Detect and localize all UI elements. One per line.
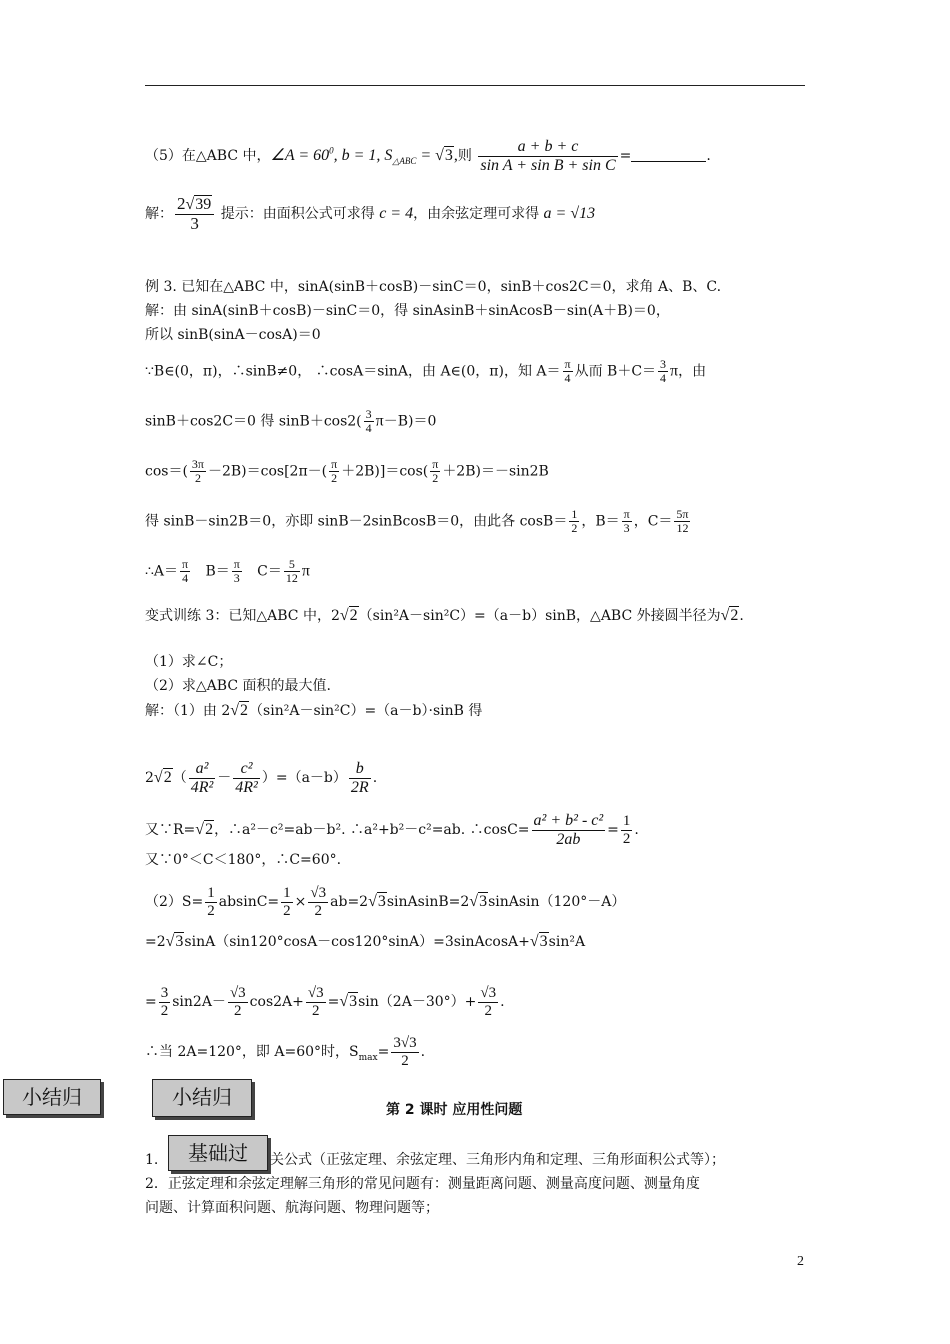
example-3-title: 例 3. 已知在△ABC 中，sinA(sinB＋cosB)－sinC＝0，sinB＋cos2C＝0，求角 A、B、C.	[145, 279, 722, 295]
example-3-line-7: ∴A＝ $\frac{\pi}{4}$ B＝ $\frac{\pi}{3}$ C＝ $\frac{5}{12}$ π	[145, 557, 310, 586]
summary-box-left: 小结归	[3, 1079, 101, 1115]
sqrt-3: √3	[435, 147, 453, 165]
example-3-line-1: 解：由 sinA(sinB＋cosB)－sinC＝0，得 sinAsinB＋sinAcosB－sin(A＋B)＝0，	[145, 303, 670, 319]
variant-3-sol-7: = $\frac{3}{2}$ sin2A－ $\frac{√3}{2}$ cos2A+ $\frac{√3}{2}$ =√3sin（2A－30°）+ $\frac{√3}{2}$ .	[145, 985, 505, 1019]
problem-5: （5）在△ABC 中，∠A = $60^0$, b = 1, $S_{\triangle ABC} = √3$,则 $\frac{a + b + c}{\text{sin A + sin B + sin C}}$ = .	[145, 138, 711, 174]
basics-line-1: 1.	[145, 1152, 159, 1168]
basics-line-1-text: 关公式（正弦定理、余弦定理、三角形内角和定理、三角形面积公式等）；	[270, 1152, 725, 1168]
fraction-expression: $\frac{a + b + c}{\text{sin A + sin B + sin C}}$	[480, 138, 616, 174]
variant-3-sol-8: ∴当 2A=120°，即 A=60°时，$S_{max}=$ $\frac{3√3}{2}$ .	[145, 1035, 426, 1069]
summary-box: 小结归	[152, 1079, 252, 1117]
basics-line-2: 2．正弦定理和余弦定理解三角形的常见问题有：测量距离问题、测量高度问题、测量角度	[145, 1176, 700, 1192]
variant-3-sol-6: =2√3sinA（sin120°cosA－cos120°sinA）=3sinAcosA+√3sin²A	[145, 933, 586, 950]
page-number: 2	[797, 1254, 804, 1269]
variant-3-title: 变式训练 3：已知△ABC 中，2√2（sin²A－sin²C）=（a－b）sinB，△ABC 外接圆半径为√2.	[145, 607, 744, 624]
example-3-line-5: cos＝( $\frac{3\pi}{2}$ －2B)＝cos[2π－( $\frac{\pi}{2}$ ＋2B)]＝cos( $\frac{\pi}{2}$ ＋2B)＝－sin2B	[145, 457, 549, 486]
variant-3-sol-5: （2）S= $\frac{1}{2}$ absinC= $\frac{1}{2}$ × $\frac{√3}{2}$ ab=2√3sinAsinB=2√3sinAsin（120°－A）	[145, 885, 626, 919]
solution-5: 解： $\frac{2√39}{3}$ 提示：由面积公式可求得 c = 4，由余弦定理可求得 a = √13	[145, 194, 596, 233]
variant-3-sol-4: 又∵0°＜C＜180°，∴C=60°.	[145, 852, 342, 868]
problem-5-givens: ∠A = $60^0$, b = 1, $S_{\triangle ABC}$ =	[270, 145, 436, 167]
example-3-line-4: sinB＋cos2C＝0 得 sinB＋cos2( $\frac{3}{4}$ π－B)＝0	[145, 407, 437, 436]
answer-fraction: $\frac{2√39}{3}$	[175, 195, 214, 233]
variant-3-sol-3: 又∵R=√2，∴a²－c²=ab－b². ∴a²+b²－c²=ab. ∴cosC= $\frac{\text{a² + b² - c²}}{2ab}$ = $\frac{1}{2}$ .	[145, 812, 639, 848]
header-rule	[145, 85, 805, 86]
example-3-line-3: ∵B∈(0，π)，∴sinB≠0， ∴cosA＝sinA，由 A∈(0，π)，知 A＝ $\frac{\pi}{4}$ 从而 B＋C＝ $\frac{3}{4}$ π，由	[145, 357, 707, 386]
answer-blank	[631, 161, 706, 162]
variant-3-q2: （2）求△ABC 面积的最大值.	[145, 678, 331, 694]
variant-3-q1: （1）求∠C；	[145, 654, 233, 670]
variant-3-sol-1: 解：（1）由 2√2（sin²A－sin²C）=（a－b）·sinB 得	[145, 702, 483, 719]
variant-3-sol-2: 2√2（ $\frac{\text{a²}}{\text{4R²}}$ － $\frac{\text{c²}}{\text{4R²}}$ ）=（a－b） $\frac{b}{2R}$ .	[145, 760, 378, 796]
basics-line-3: 问题、计算面积问题、航海问题、物理问题等；	[145, 1200, 439, 1216]
example-3-line-2: 所以 sinB(sinA－cosA)＝0	[145, 327, 321, 343]
lesson-heading: 第 2 课时 应用性问题	[386, 1102, 523, 1118]
basics-box: 基础过	[168, 1135, 268, 1171]
example-3-line-6: 得 sinB－sin2B＝0，亦即 sinB－2sinBcosB＝0，由此各 cosB＝ $\frac{1}{2}$ ，B＝ $\frac{\pi}{3}$ ，C＝ $\frac{5\pi}{12}$	[145, 507, 689, 536]
